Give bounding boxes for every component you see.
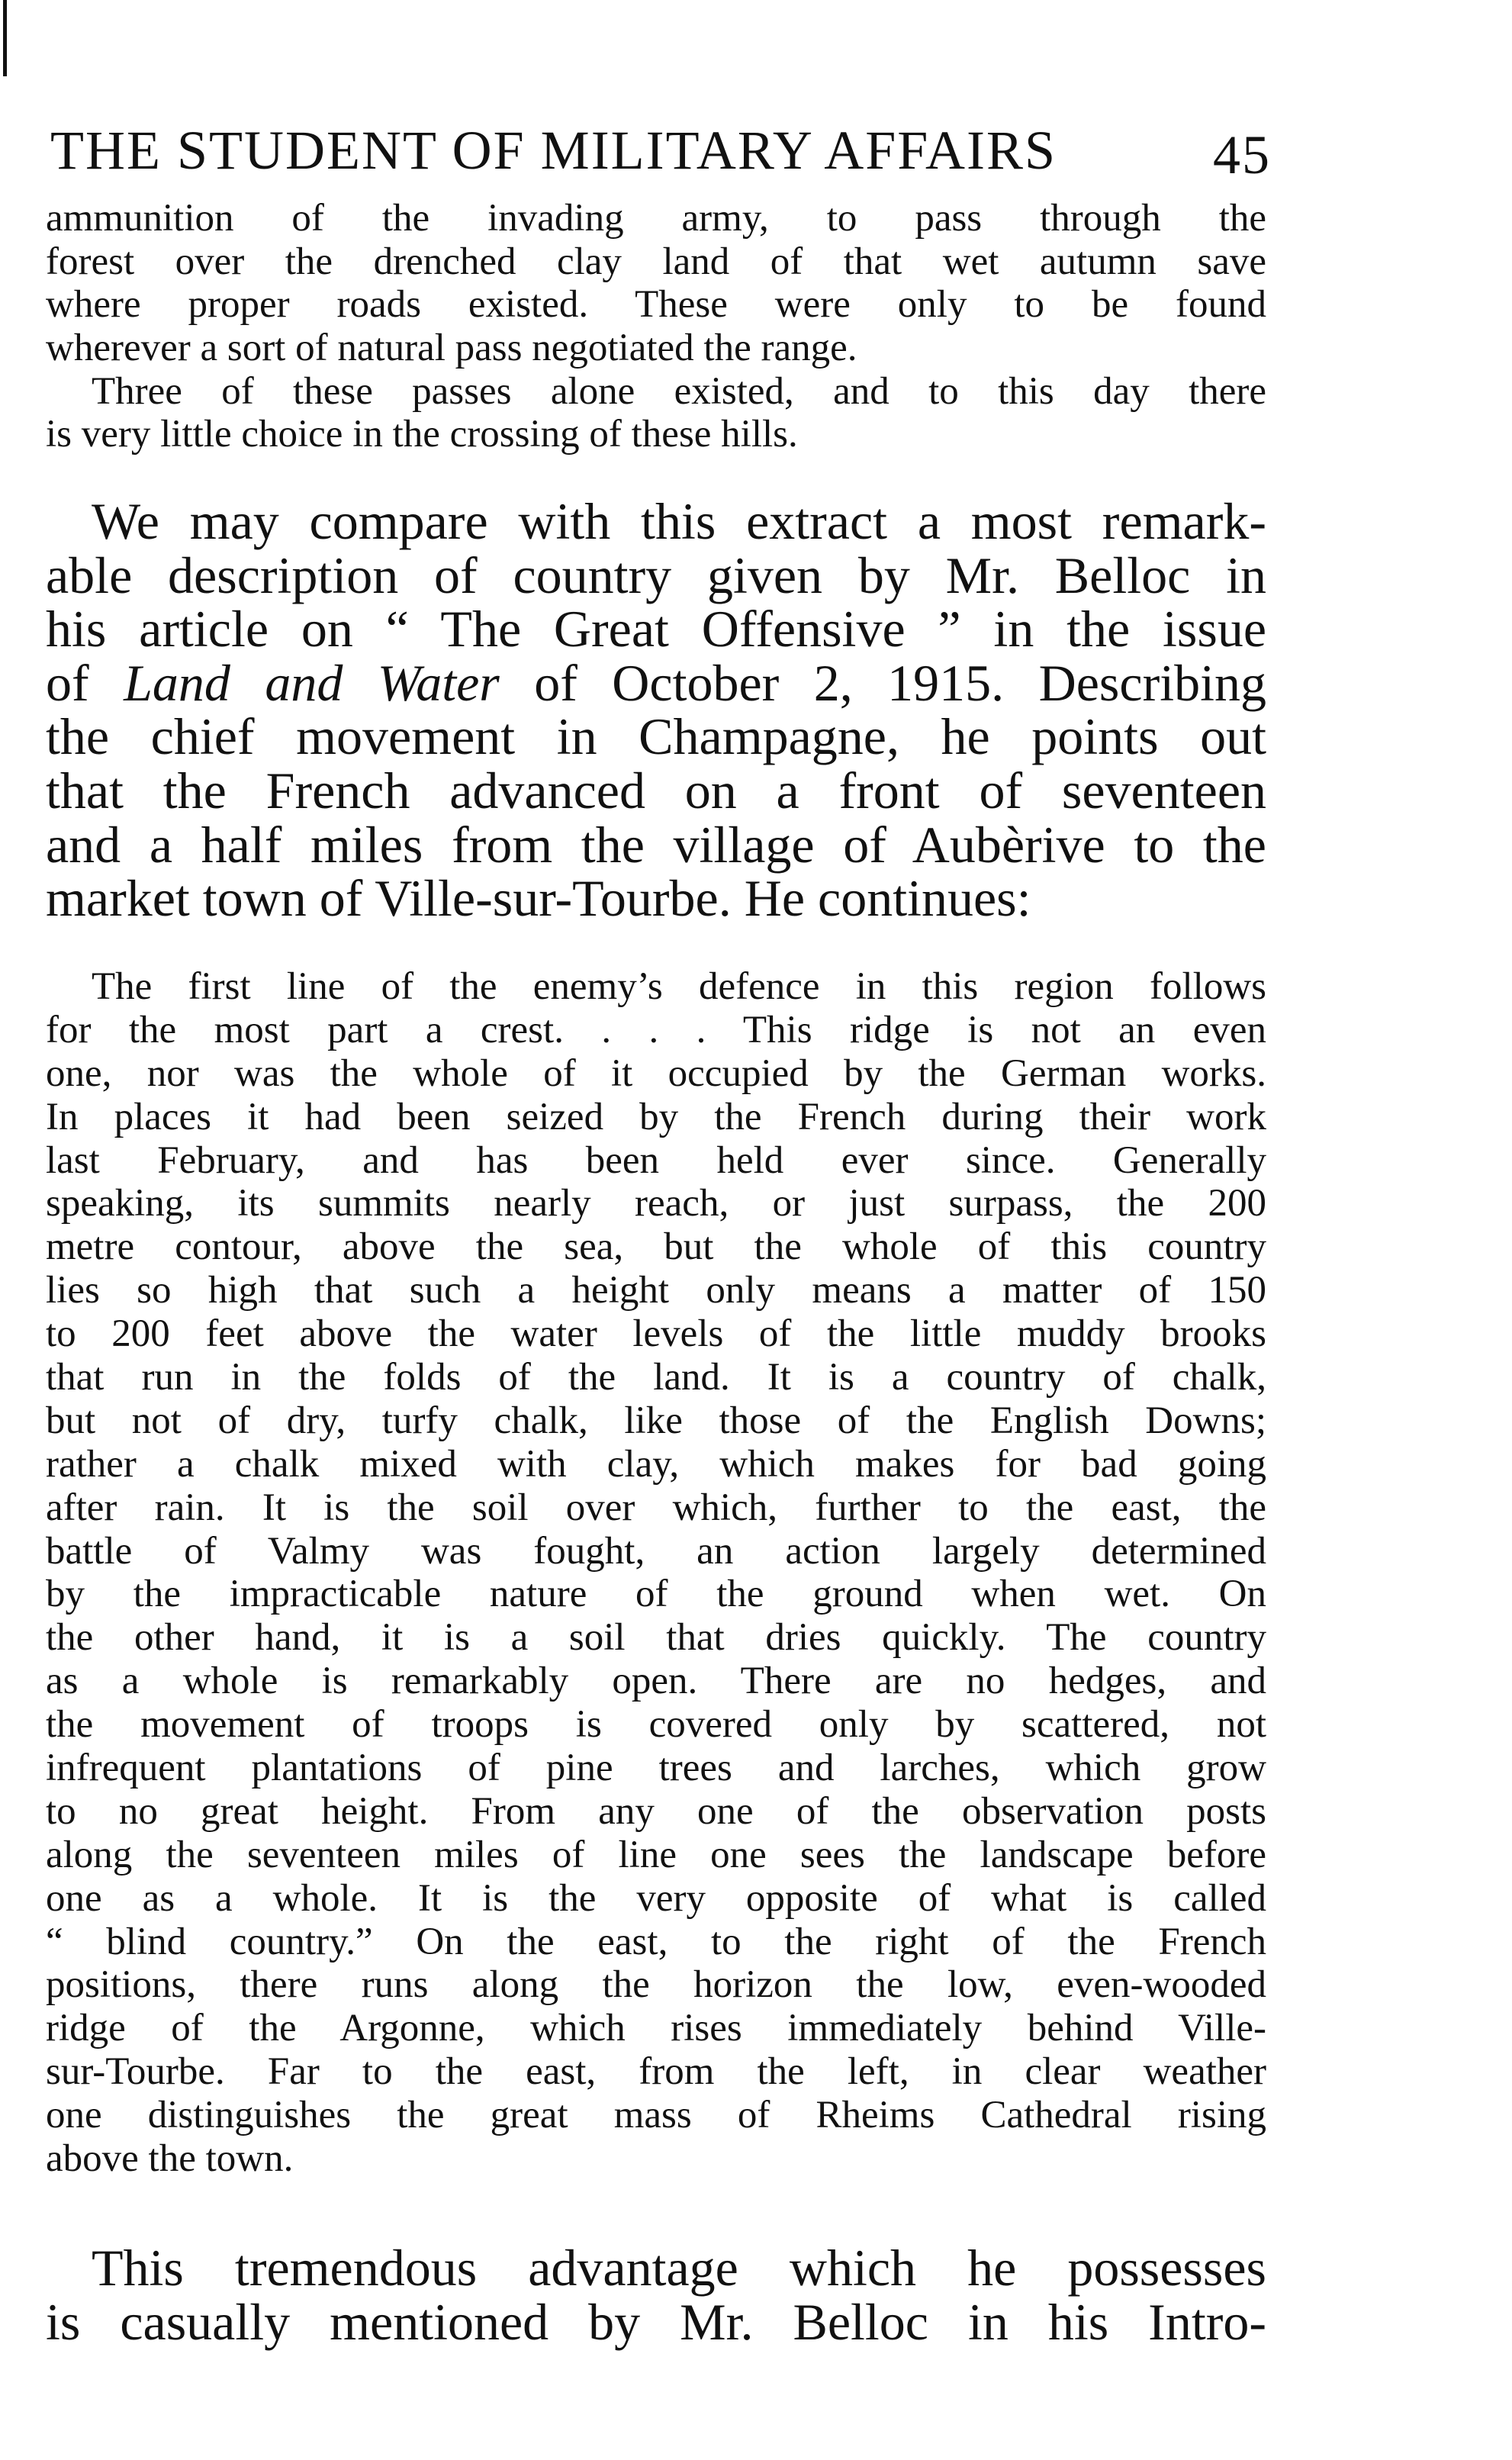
closing-text (46, 2241, 1266, 2349)
paragraph-text: of (46, 653, 124, 712)
quote-line: but not of dry, turfy chalk, like those of the English Downs; (46, 1399, 1266, 1442)
paragraph-line: his article on “ The Great Offensive ” in the issue (46, 600, 1266, 658)
paragraph-line: that the French advanced on a front of seventeen (46, 761, 1266, 819)
quote-line: The first line of the enemy’s defence in this region follows (92, 965, 1266, 1008)
page-number: 45 (1213, 124, 1271, 185)
paragraph-line: able description of country given by Mr. Belloc in (46, 546, 1266, 604)
main-paragraph (46, 494, 1266, 926)
opening-line: ammunition of the invading army, to pass through the (46, 197, 1266, 240)
quote-line: above the town. (46, 2137, 294, 2181)
quote-line: rather a chalk mixed with clay, which makes for bad going (46, 1442, 1266, 1486)
quote-line: to no great height. From any one of the observation posts (46, 1789, 1266, 1833)
quote-line: the other hand, it is a soil that dries quickly. The country (46, 1616, 1266, 1660)
quote-line: “ blind country.” On the east, to the right of the French (46, 1920, 1266, 1963)
opening-text (46, 197, 1266, 456)
paragraph-text: of October 2, 1915. Describing (499, 653, 1266, 712)
quoted-description (46, 965, 1266, 2181)
quote-line: one, nor was the whole of it occupied by the German works. (46, 1051, 1266, 1095)
quote-line: sur-Tourbe. Far to the east, from the left, in clear weather (46, 2050, 1266, 2094)
opening-line: where proper roads existed. These were only to be found (46, 283, 1266, 327)
quote-line: battle of Valmy was fought, an action largely determined (46, 1529, 1266, 1573)
quote-line: ridge of the Argonne, which rises immediately behind Ville- (46, 2007, 1266, 2050)
paragraph-line: We may compare with this extract a most remark- (92, 492, 1266, 550)
running-header (50, 116, 1271, 185)
quote-line: along the seventeen miles of line one sees the landscape before (46, 1833, 1266, 1876)
quote-line: that run in the folds of the land. It is a country of chalk, (46, 1356, 1266, 1399)
quote-line: In places it had been seized by the French during their work (46, 1095, 1266, 1138)
quote-line: the movement of troops is covered only by scattered, not (46, 1703, 1266, 1747)
paragraph-line: the chief movement in Champagne, he points out (46, 707, 1266, 766)
paragraph-line: and a half miles from the village of Aubèrive to the (46, 815, 1266, 874)
quote-line: infrequent plantations of pine trees and larches, which grow (46, 1747, 1266, 1790)
quote-line: positions, there runs along the horizon the low, even-wooded (46, 1963, 1266, 2007)
closing-line: This tremendous advantage which he possesses (92, 2239, 1266, 2297)
quote-line: last February, and has been held ever since. Generally (46, 1138, 1266, 1182)
opening-line: forest over the drenched clay land of that wet autumn save (46, 240, 1266, 283)
page-edge-mark (3, 0, 7, 76)
quote-line: to 200 feet above the water levels of the little muddy brooks (46, 1312, 1266, 1356)
closing-line: is casually mentioned by Mr. Belloc in his Intro- (46, 2292, 1266, 2351)
quote-line: metre contour, above the sea, but the whole of this country (46, 1225, 1266, 1269)
opening-line: Three of these passes alone existed, and to this day there (92, 369, 1266, 413)
publication-title: Land and Water (124, 653, 500, 712)
quote-line: lies so high that such a height only means a matter of 150 (46, 1269, 1266, 1312)
quote-line: one as a whole. It is the very opposite of what is called (46, 1876, 1266, 1920)
running-title: THE STUDENT OF MILITARY AFFAIRS (50, 120, 1057, 181)
quote-line: after rain. It is the soil over which, further to the east, the (46, 1486, 1266, 1529)
quote-line: speaking, its summits nearly reach, or just surpass, the 200 (46, 1182, 1266, 1225)
quote-line: as a whole is remarkably open. There are no hedges, and (46, 1660, 1266, 1703)
opening-line: wherever a sort of natural pass negotiated the range. (46, 327, 857, 370)
paragraph-line-with-title (46, 653, 1266, 712)
opening-line: is very little choice in the crossing of these hills. (46, 413, 798, 456)
paragraph-line: market town of Ville-sur-Tourbe. He continues: (46, 869, 1031, 928)
quote-line: for the most part a crest. . . . This ridge is not an even (46, 1008, 1266, 1051)
quote-line: by the impracticable nature of the ground when wet. On (46, 1573, 1266, 1616)
quote-line: one distinguishes the great mass of Rheims Cathedral rising (46, 2094, 1266, 2137)
